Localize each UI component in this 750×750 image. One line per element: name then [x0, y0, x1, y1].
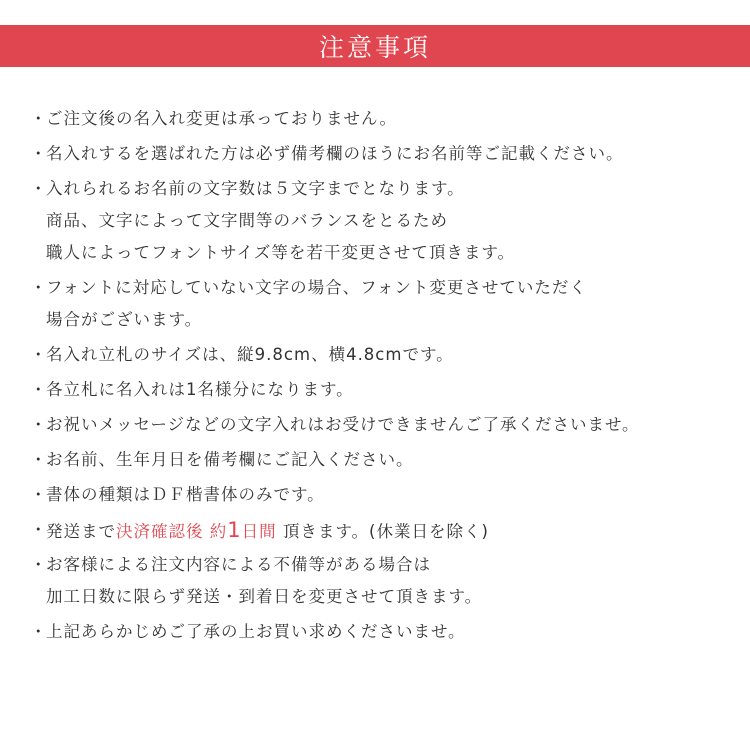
note-line: 場合がございます。: [46, 310, 203, 329]
page-title: 注意事項: [318, 33, 431, 62]
list-item: [30, 444, 730, 476]
list-item: [30, 409, 730, 441]
shipping-suffix: 頂きます。(休業日を除く): [276, 522, 489, 541]
note-line: お祝いメッセージなどの文字入れはお受けできませんご了承くださいませ。: [46, 415, 640, 434]
shipping-prefix: 発送まで: [46, 522, 116, 541]
header-banner: [0, 25, 750, 67]
note-line: 上記あらかじめご了承の上お買い求めくださいませ。: [46, 622, 466, 641]
list-item: [30, 103, 730, 135]
shipping-highlight: 決済確認後 約: [116, 522, 228, 541]
note-line: 加工日数に限らず発送・到着日を変更させて頂きます。: [46, 587, 483, 606]
bullet: ・: [30, 450, 48, 469]
note-line: フォントに対応していない文字の場合、フォント変更させていただく: [46, 278, 587, 297]
note-line: 職人によってフォントサイズ等を若干変更させて頂きます。: [46, 243, 516, 262]
shipping-highlight-unit: 日間: [241, 522, 277, 541]
list-item: [30, 479, 730, 511]
note-line: 商品、文字によって文字間等のバランスをとるため: [46, 211, 449, 230]
list-item: [30, 138, 730, 170]
list-item: [30, 616, 730, 648]
notes-list: [30, 103, 730, 648]
bullet: ・: [30, 278, 48, 297]
note-line: ご注文後の名入れ変更は承っておりません。: [46, 109, 397, 128]
note-line: お客様による注文内容による不備等がある場合は: [46, 555, 431, 574]
list-item: [30, 339, 730, 371]
note-line: 入れられるお名前の文字数は５文字までとなります。: [46, 179, 465, 198]
bullet: ・: [30, 109, 48, 128]
note-line: [46, 514, 730, 546]
note-line: お名前、生年月日を備考欄にご記入ください。: [46, 450, 414, 469]
bullet: ・: [30, 622, 48, 641]
bullet: ・: [30, 555, 48, 574]
bullet: ・: [30, 415, 48, 434]
bullet: ・: [30, 179, 48, 198]
shipping-days-number: 1: [227, 518, 242, 542]
bullet: ・: [30, 144, 48, 163]
list-item: [30, 374, 730, 406]
note-line: 書体の種類はＤＦ楷書体のみです。: [46, 485, 325, 504]
list-item: [30, 549, 730, 613]
note-line: 各立札に名入れは1名様分になります。: [46, 380, 354, 399]
shipping-note: [30, 514, 730, 546]
note-line: 名入れ立札のサイズは、縦9.8cm、横4.8cmです。: [46, 345, 454, 364]
bullet: ・: [30, 485, 48, 504]
bullet: ・: [30, 345, 48, 364]
note-line: 名入れするを選ばれた方は必ず備考欄のほうにお名前等ご記載ください。: [46, 144, 624, 163]
list-item: [30, 173, 730, 269]
bullet: ・: [30, 380, 48, 399]
list-item: [30, 272, 730, 336]
bullet: ・: [30, 520, 48, 539]
